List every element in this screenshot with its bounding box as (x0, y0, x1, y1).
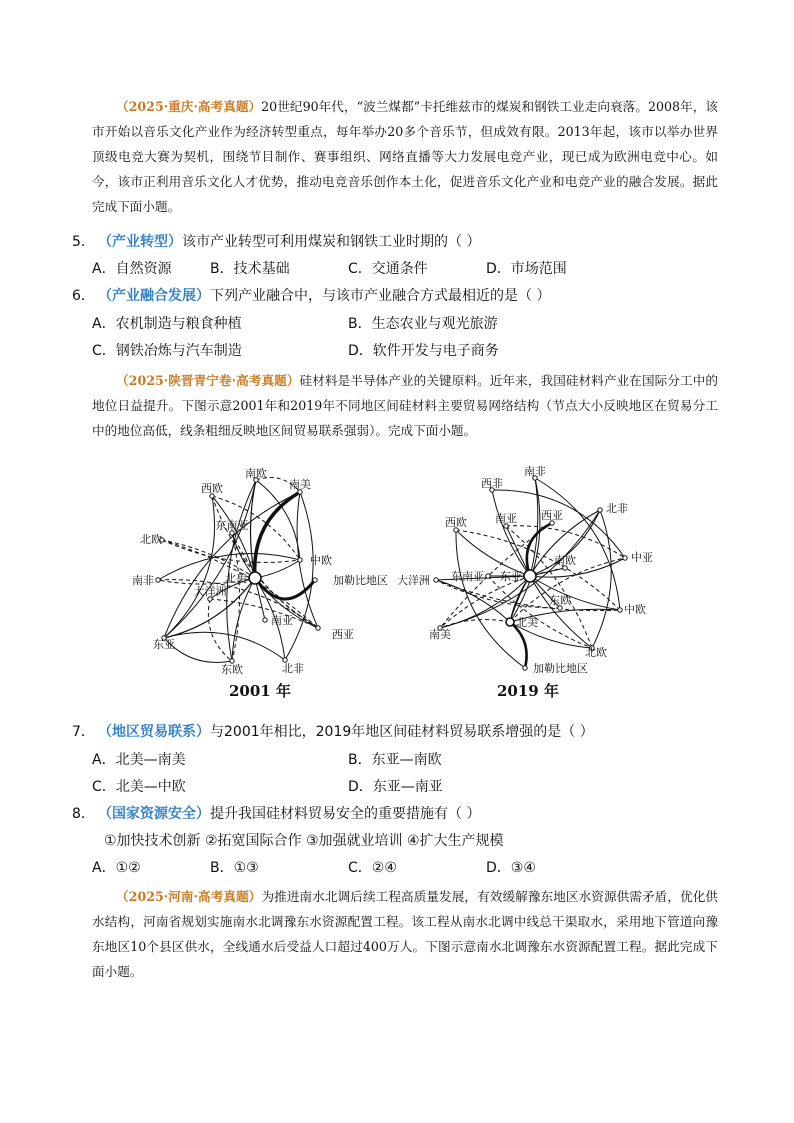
left-net-node-label: 北欧 (140, 533, 162, 546)
right-net-link (530, 576, 592, 648)
left-net-node-label: 东南亚 (215, 519, 249, 532)
left-net-node (316, 626, 320, 630)
passage-1-source-tag: （2025·重庆·高考真题） (116, 99, 262, 114)
caption-2001: 2001 年 (229, 682, 291, 700)
right-net-node-label: 中亚 (631, 551, 653, 564)
right-net-node (598, 508, 602, 512)
q5-option-b[interactable]: B．技术基础 (210, 261, 290, 277)
question-6-number: 6． (72, 288, 95, 304)
question-5-tag: （产业转型） (98, 234, 182, 250)
right-net-node (618, 608, 622, 612)
right-net-node (623, 556, 627, 560)
right-net-node (486, 574, 490, 578)
left-net-link (164, 496, 215, 638)
left-net-link (164, 632, 285, 660)
right-net-node-label: 西亚 (541, 509, 563, 522)
passage-1 (92, 94, 718, 219)
left-net-node-label: 加勒比地区 (333, 574, 388, 587)
question-8-stem: 提升我国硅材料贸易安全的重要措施有（ ） (210, 806, 481, 822)
q5-option-a[interactable]: A．自然资源 (92, 261, 172, 277)
right-net-node-label: 南欧 (554, 554, 576, 567)
q8-option-d[interactable]: D．③④ (486, 860, 536, 876)
trade-network-figure (132, 465, 660, 708)
question-8-tag: （国家资源安全） (98, 806, 210, 822)
left-net-node (249, 572, 261, 584)
question-7-stem: 与2001年相比，2019年地区间硅材料贸易联系增强的是（ ） (210, 724, 594, 740)
network-2001 (132, 466, 388, 676)
question-5-stem: 该市产业转型可利用煤炭和钢铁工业时期的（ ） (182, 234, 481, 250)
left-net-node-label: 南欧 (245, 467, 267, 480)
right-net-node (506, 618, 514, 626)
q6-option-b[interactable]: B．生态农业与观光旅游 (348, 316, 498, 332)
left-net-node-label: 东欧 (221, 663, 243, 676)
left-net-node-label: 东亚 (153, 638, 175, 651)
question-7 (72, 722, 594, 742)
passage-3-source-tag: （2025·河南·高考真题） (116, 889, 262, 904)
right-net-link (440, 620, 510, 628)
passage-2-text: 硅材料是半导体产业的关键原料。近年来，我国硅材料产业在国际分工中的地位日益提升。下图示意2001年和2019年不同地区间硅材料主要贸易网络结构（节点大小反映地区在贸易分工中的地位高低，线条粗细反映地区间贸易联系强弱）。完成下面小题。 (92, 373, 719, 438)
left-net-node-label: 南亚 (271, 614, 293, 627)
network-2019 (397, 464, 653, 675)
question-8 (72, 804, 480, 824)
q6-option-d[interactable]: D．软件开发与电子商务 (348, 343, 499, 359)
passage-3 (92, 884, 718, 984)
left-net-link (255, 492, 300, 578)
left-net-node-label: 大洋洲 (193, 585, 227, 598)
left-net-node-label: 南非 (132, 574, 154, 587)
left-net-node (156, 578, 160, 582)
q8-statements: ①加快技术创新 ②拓宽国际合作 ③加强就业培训 ④扩大生产规模 (104, 833, 504, 849)
question-6 (72, 286, 550, 306)
right-net-node-label: 东亚 (500, 570, 522, 583)
q7-option-b[interactable]: B．东亚—南欧 (348, 752, 442, 768)
q6-option-c[interactable]: C．钢铁冶炼与汽车制造 (92, 343, 242, 359)
q7-option-a[interactable]: A．北美—南美 (92, 752, 186, 768)
left-net-node-label: 南美 (289, 478, 311, 491)
q6-option-a[interactable]: A．农机制造与粮食种植 (92, 316, 242, 332)
question-6-stem: 下列产业融合中，与该市产业融合方式最相近的是（ ） (210, 288, 551, 304)
right-net-node (434, 578, 438, 582)
right-net-node-label: 东南亚 (451, 570, 484, 583)
q5-option-d[interactable]: D．市场范围 (486, 261, 567, 277)
passage-3-text: 为推进南水北调后续工程高质量发展，有效缓解豫东地区水资源供需矛盾，优化供水结构，河南省规划实施南水北调豫东水资源配置工程。该工程从南水北调中线总干渠取水，采用地下管道向豫东地区10个县区供水，全线通水后受益人口超过400万人。下图示意南水北调豫东水资源配置工程。据此完成下面小题。 (92, 889, 719, 979)
right-net-node-label: 西非 (481, 477, 503, 490)
right-net-node-label: 北非 (606, 502, 628, 515)
right-net-node (524, 570, 536, 582)
right-net-node-label: 南非 (524, 465, 546, 478)
left-net-node (313, 578, 317, 582)
left-net-link (255, 560, 300, 578)
passage-2-source-tag: （2025·陕晋青宁卷·高考真题） (116, 373, 300, 388)
right-net-node-label: 大洋洲 (397, 574, 430, 587)
left-net-node-label: 中欧 (310, 554, 332, 567)
q8-option-b[interactable]: B．①③ (210, 860, 259, 876)
right-net-node-label: 东欧 (549, 594, 571, 607)
q7-option-c[interactable]: C．北美—中欧 (92, 779, 186, 795)
right-net-node-label: 南美 (429, 628, 451, 641)
q8-option-a[interactable]: A．①② (92, 860, 141, 876)
passage-1-text: 20世纪90年代，“波兰煤都”卡托维兹市的煤炭和钢铁工业走向衰落。2008年，该市开始以音乐文化产业作为经济转型重点，每年举办20多个音乐节，但成效有限。2013年起，该市以举办世界顶级电竞大赛为契机，围绕节目制作、赛事组织、网络直播等大力发展电竞产业，现已成为欧洲电竞中心。如今，该市正利用音乐文化人才优势，推动电竞音乐创作本土化，促进音乐文化产业和电竞产业的融合发展。据此完成下面小题。 (92, 99, 718, 214)
right-net-node-label: 北美 (516, 616, 538, 629)
left-net-node-label: 西欧 (201, 482, 223, 495)
left-net-node (298, 558, 302, 562)
question-6-tag: （产业融合发展） (98, 288, 210, 304)
question-7-number: 7． (72, 724, 95, 740)
right-net-node-label: 西欧 (445, 516, 467, 529)
question-7-tag: （地区贸易联系） (98, 724, 210, 740)
left-net-node-label: 北非 (282, 662, 304, 675)
question-8-number: 8． (72, 806, 95, 822)
left-net-node-label: 北美 (225, 572, 247, 585)
left-net-node (263, 618, 267, 622)
right-net-node-label: 加勒比地区 (533, 662, 588, 675)
left-net-node-label: 西亚 (332, 628, 354, 641)
right-net-node-label: 中欧 (624, 603, 646, 616)
trade-network-svg (132, 465, 660, 708)
q8-option-c[interactable]: C．②④ (348, 860, 397, 876)
right-net-node-label: 北欧 (585, 646, 607, 659)
question-5-number: 5． (72, 234, 95, 250)
left-net-link (208, 599, 232, 661)
q7-option-d[interactable]: D．东亚—南亚 (348, 779, 443, 795)
question-5 (72, 232, 480, 252)
left-net-link (285, 492, 313, 660)
right-net-link (436, 580, 510, 622)
q5-option-c[interactable]: C．交通条件 (348, 261, 428, 277)
right-net-node-label: 南亚 (495, 512, 517, 525)
passage-2 (92, 368, 718, 443)
caption-2019: 2019 年 (497, 682, 559, 700)
right-net-node (523, 666, 527, 670)
